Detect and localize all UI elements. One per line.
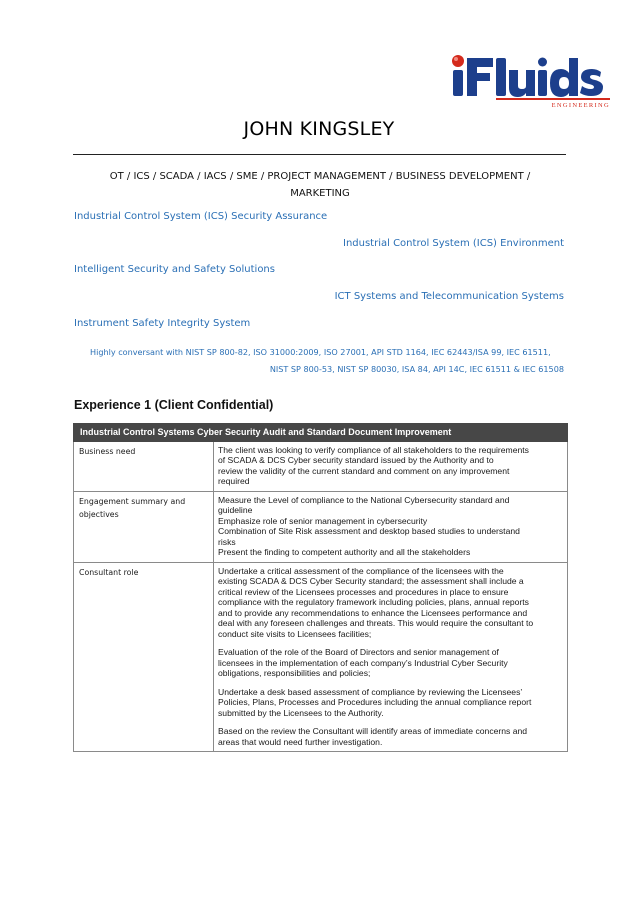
text-line: required — [218, 476, 250, 486]
text-line: areas that would need further investigation. — [218, 736, 383, 747]
text-line: existing SCADA & DCS Cyber Security standard; the assessment shall include a — [218, 576, 524, 586]
text-line: risks — [218, 536, 236, 547]
consultant-paragraph-2 — [218, 647, 563, 679]
consultant-role-value — [214, 562, 568, 752]
text-line: and to provide any recommendations to enhance the Licensees performance and — [218, 607, 528, 618]
role-tags — [80, 168, 560, 202]
expertise-area-ics-environment: Industrial Control System (ICS) Environment — [343, 238, 564, 249]
engagement-label-line-1: Engagement summary and — [79, 496, 186, 506]
experience-table — [73, 423, 568, 752]
engagement-value — [214, 491, 568, 562]
text-line: of SCADA & DCS Cyber security standard issued by the Authority and to — [218, 455, 494, 465]
standards-line-2: NIST SP 800-53, NIST SP 80030, ISA 84, API 14C, IEC 61511 & IEC 61508 — [269, 364, 564, 374]
role-tags-line-2: MARKETING — [290, 188, 350, 199]
business-need-value — [214, 441, 568, 491]
business-need-label: Business need — [74, 441, 214, 491]
logo-tagline: ENGINEERING — [551, 102, 610, 109]
table-row-business-need — [74, 441, 568, 491]
expertise-area-ict-systems: ICT Systems and Telecommunication Systems — [334, 291, 564, 302]
text-line: Evaluation of the role of the Board of Directors and senior management of — [218, 647, 499, 657]
role-tags-line-1: OT / ICS / SCADA / IACS / SME / PROJECT MANAGEMENT / BUSINESS DEVELOPMENT / — [109, 171, 531, 182]
expertise-area-intelligent-security: Intelligent Security and Safety Solutions — [74, 264, 275, 275]
consultant-paragraph-1 — [218, 566, 563, 640]
consultant-role-label: Consultant role — [74, 562, 214, 752]
company-logo — [450, 50, 618, 110]
table-row-consultant-role — [74, 562, 568, 752]
expertise-area-instrument-safety: Instrument Safety Integrity System — [74, 318, 251, 329]
text-line: Undertake a critical assessment of the compliance of the licensees with the — [218, 565, 504, 576]
text-line: compliance with the regulatory framework including policies, plans, annual reports — [218, 597, 529, 607]
text-line: Present the finding to competent authority and all the stakeholders — [218, 547, 471, 557]
header-divider — [73, 154, 566, 155]
consultant-paragraph-3 — [218, 687, 563, 719]
text-line: submitted by the Licensees to the Authority. — [218, 707, 384, 718]
text-line: The client was looking to verify compliance of all stakeholders to the requirements — [218, 444, 529, 455]
text-line: Combination of Site Risk assessment and desktop based studies to understand — [218, 526, 520, 536]
experience-title: Experience 1 (Client Confidential) — [74, 398, 274, 412]
text-line: deal with any foreseen challenges and threats. This would require the consultant to — [218, 618, 534, 628]
text-line: conduct site visits to Licensees facilities; — [218, 628, 372, 639]
consultant-paragraph-4 — [218, 726, 563, 747]
standards-list — [84, 344, 564, 378]
text-line: Emphasize role of senior management in cybersecurity — [218, 515, 428, 526]
text-line: Undertake a desk based assessment of compliance by reviewing the Licensees’ — [218, 686, 523, 697]
standards-line-1: Highly conversant with NIST SP 800-82, ISO 31000:2009, ISO 27001, API STD 1164, IEC 62443/ISA 99, IEC 61511, — [90, 347, 551, 357]
text-line: licensees in the implementation of each company’s Industrial Cyber Security — [218, 657, 508, 668]
text-line: guideline — [218, 505, 253, 515]
table-row-engagement — [74, 491, 568, 562]
text-line: review the validity of the current standard and comment on any improvement — [218, 465, 510, 476]
candidate-name: JOHN KINGSLEY — [243, 118, 395, 140]
experience-table-header: Industrial Control Systems Cyber Security Audit and Standard Document Improvement — [74, 424, 568, 442]
text-line: Based on the review the Consultant will identify areas of immediate concerns and — [218, 726, 528, 736]
text-line: Policies, Plans, Processes and Procedures including the annual compliance report — [218, 697, 532, 707]
text-line: critical review of the Licensees processes and procedures in place to ensure — [218, 586, 509, 597]
engagement-label-line-2: objectives — [79, 509, 119, 519]
text-line: Measure the Level of compliance to the National Cybersecurity standard and — [218, 494, 510, 505]
engagement-label — [74, 491, 214, 562]
text-line: obligations, responsibilities and policies; — [218, 668, 371, 678]
expertise-area-ics-security: Industrial Control System (ICS) Security Assurance — [74, 211, 328, 222]
